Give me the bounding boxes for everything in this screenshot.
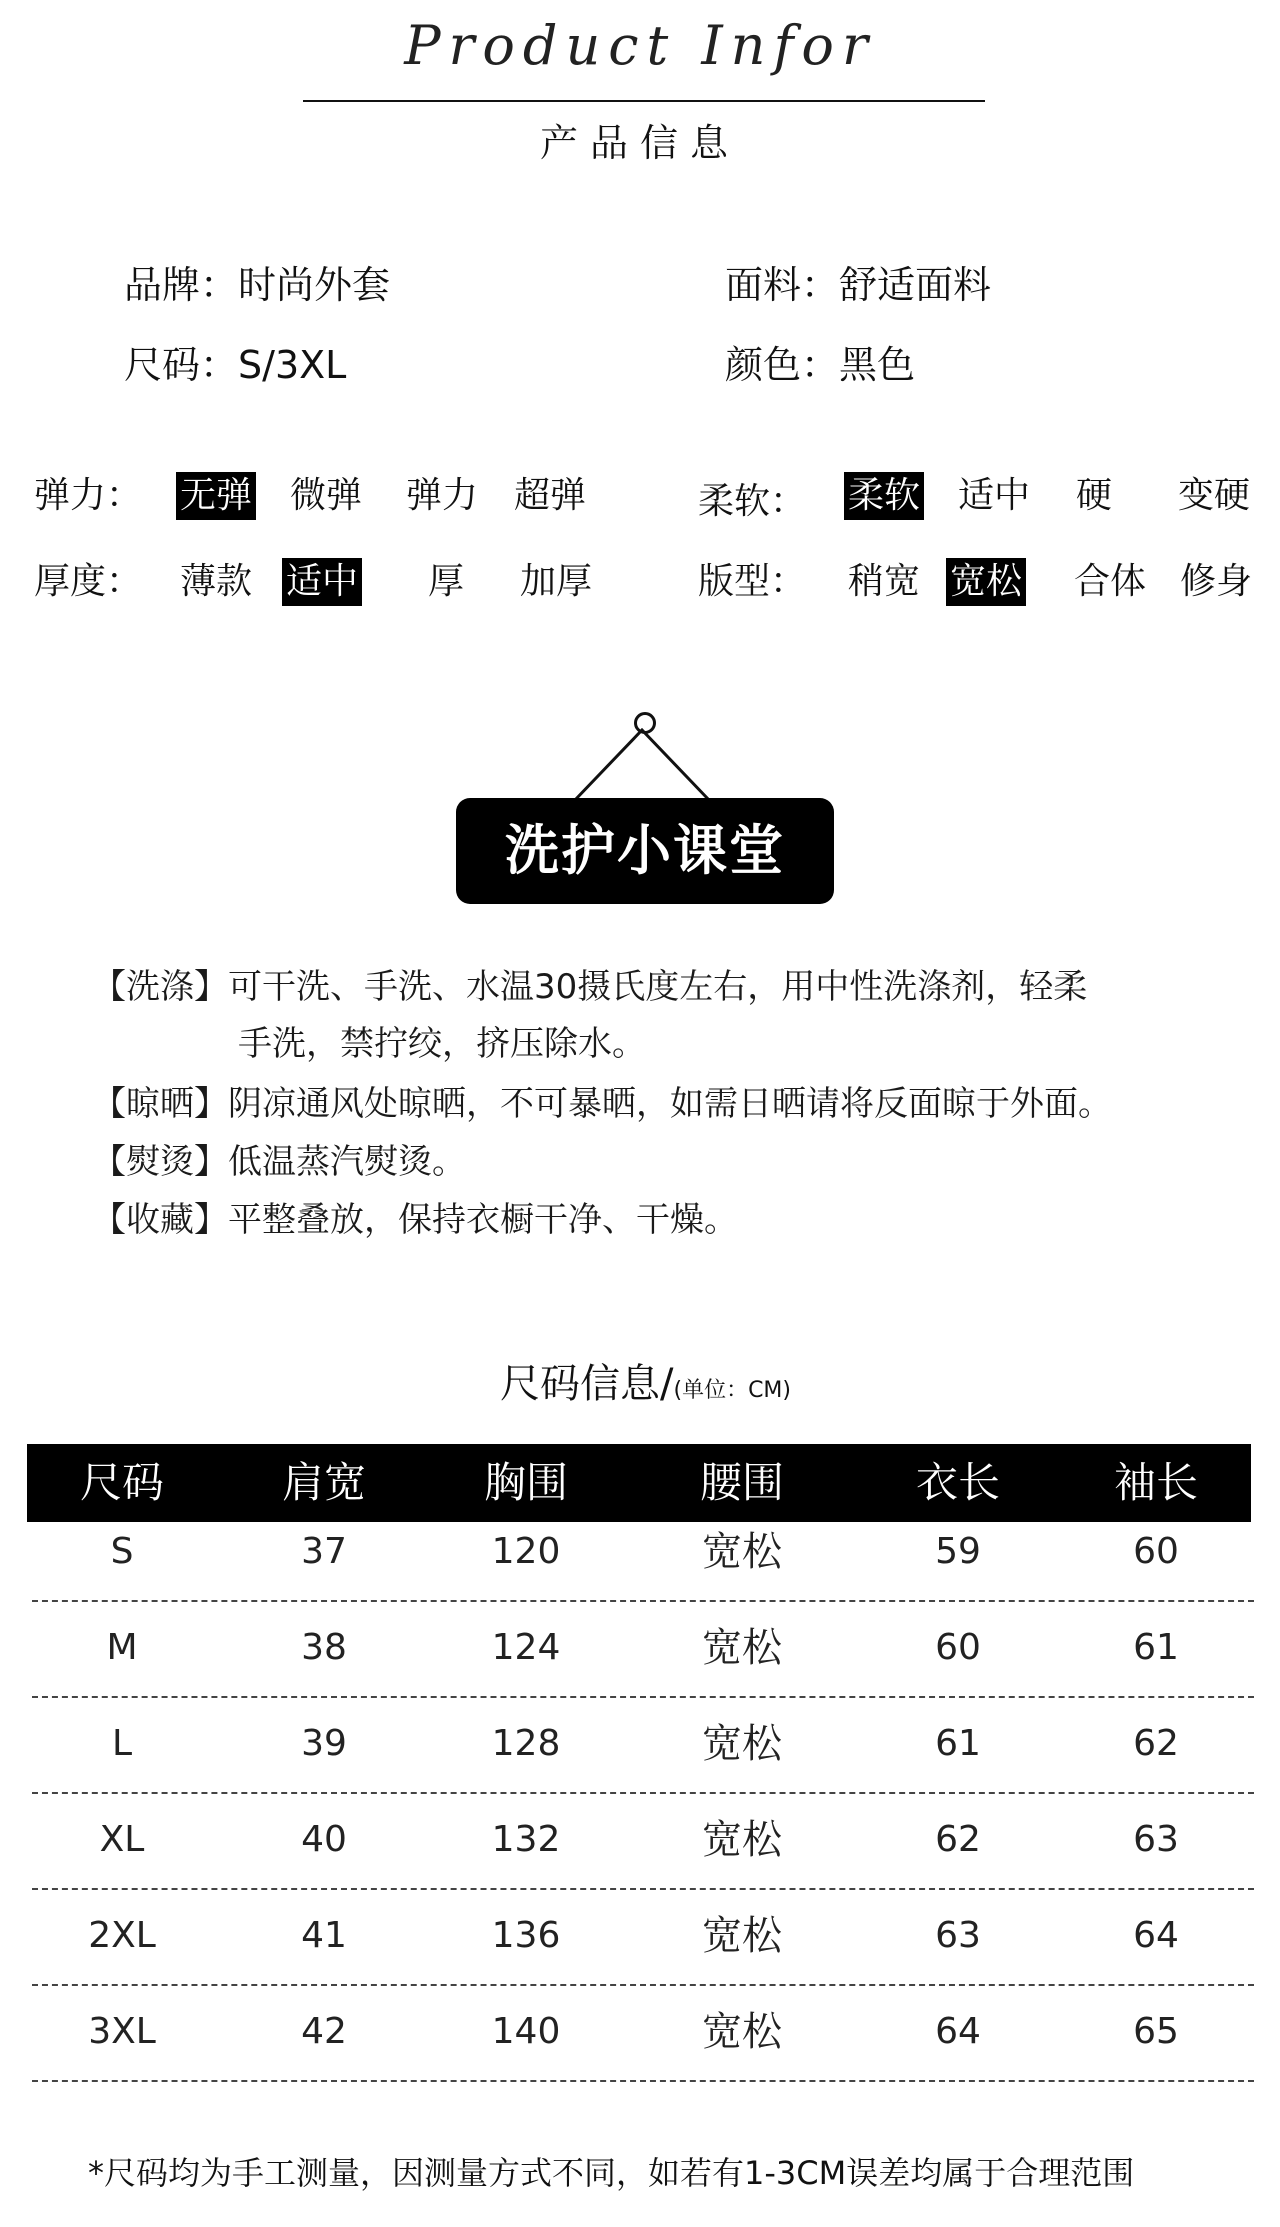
cell-chest: 132 [491,1819,561,1860]
thickness-label: 厚度： [34,561,143,602]
fit-option: 宽松 [946,558,1026,606]
cell-waist: 宽松 [702,2009,782,2055]
cell-size: XL [99,1819,145,1860]
header-sleeve: 袖长 [1113,1458,1198,1507]
brand-value: 时尚外套 [238,263,391,307]
fabric-info [725,254,991,309]
row-divider [32,1792,1254,1794]
cell-length: 61 [935,1723,981,1764]
cell-size: S [110,1531,134,1572]
fit-label: 版型： [698,561,807,602]
cell-size: L [111,1723,133,1764]
script-title: Product Infor [404,14,876,77]
brand-label: 品牌： [124,263,239,307]
softness-option: 硬 [1076,475,1113,516]
size-value: S/3XL [238,343,347,387]
cell-size: 2XL [88,1915,156,1956]
color-label: 颜色： [725,343,840,387]
size-chart-title-text: 尺码信息/ [500,1361,674,1407]
care-title-banner: 洗护小课堂 [456,798,834,904]
header-shoulder: 肩宽 [281,1458,366,1507]
cell-sleeve: 65 [1133,2011,1179,2052]
cell-waist: 宽松 [702,1913,782,1959]
cell-shoulder: 38 [301,1627,347,1668]
hanger-string-icon [570,728,714,802]
elasticity-option: 弹力 [406,475,479,516]
row-divider [32,1696,1254,1698]
cell-waist: 宽松 [702,1625,782,1671]
cell-chest: 120 [491,1531,561,1572]
cell-chest: 136 [491,1915,561,1956]
thickness-option: 加厚 [520,561,593,602]
thickness-option: 厚 [428,561,465,602]
elasticity-label: 弹力： [34,475,143,516]
softness-option: 变硬 [1178,475,1251,516]
row-divider [32,1888,1254,1890]
cell-waist: 宽松 [702,1529,782,1575]
elasticity-option: 超弹 [514,475,587,516]
cell-shoulder: 40 [301,1819,347,1860]
fit-option: 合体 [1074,561,1147,602]
elasticity-option: 无弹 [176,472,256,520]
care-line-iron: 【熨烫】低温蒸汽熨烫。 [92,1142,466,1182]
header-length: 衣长 [915,1458,1000,1507]
softness-option: 适中 [958,475,1031,516]
cell-chest: 140 [491,2011,561,2052]
care-line-dry: 【晾晒】阴凉通风处晾晒，不可暴晒，如需日晒请将反面晾于外面。 [92,1084,1112,1124]
row-divider [32,2080,1254,2082]
cell-waist: 宽松 [702,1817,782,1863]
cell-length: 62 [935,1819,981,1860]
cell-sleeve: 61 [1133,1627,1179,1668]
color-value: 黑色 [839,343,916,387]
row-divider [32,1600,1254,1602]
size-chart-title [500,1352,791,1409]
color-info [725,334,915,389]
care-line-storage: 【收藏】平整叠放，保持衣橱干净、干燥。 [92,1200,738,1240]
cell-length: 59 [935,1531,981,1572]
softness-option: 柔软 [844,472,924,520]
care-line-wash-cont: 手洗，禁拧绞，挤压除水。 [238,1024,646,1064]
cell-chest: 124 [491,1627,561,1668]
row-divider [32,1984,1254,1986]
cell-chest: 128 [491,1723,561,1764]
cell-waist: 宽松 [702,1721,782,1767]
cell-size: M [106,1627,138,1668]
fit-option: 稍宽 [848,561,921,602]
care-line-wash: 【洗涤】可干洗、手洗、水温30摄氏度左右，用中性洗涤剂，轻柔 [92,967,1088,1007]
cell-sleeve: 60 [1133,1531,1179,1572]
cell-sleeve: 64 [1133,1915,1179,1956]
header-waist: 腰围 [699,1458,784,1507]
cell-size: 3XL [88,2011,156,2052]
header-divider [303,100,985,102]
size-info [124,334,346,389]
fabric-label: 面料： [725,263,840,307]
fit-option: 修身 [1180,561,1253,602]
size-footnote: *尺码均为手工测量，因测量方式不同，如若有1-3CM误差均属于合理范围 [88,2154,1135,2192]
brand-info [124,254,390,309]
cell-length: 63 [935,1915,981,1956]
cell-shoulder: 37 [301,1531,347,1572]
cell-shoulder: 41 [301,1915,347,1956]
size-label: 尺码： [124,343,239,387]
cell-shoulder: 39 [301,1723,347,1764]
fabric-value: 舒适面料 [839,263,992,307]
thickness-option: 薄款 [180,561,253,602]
softness-label: 柔软： [698,481,807,522]
thickness-option: 适中 [282,558,362,606]
page-title: 产品信息 [539,121,740,165]
header-size: 尺码 [79,1458,164,1507]
cell-length: 60 [935,1627,981,1668]
size-chart-unit: (单位：CM) [673,1378,791,1403]
cell-sleeve: 62 [1133,1723,1179,1764]
elasticity-option: 微弹 [290,475,363,516]
header-chest: 胸围 [483,1458,568,1507]
cell-sleeve: 63 [1133,1819,1179,1860]
cell-shoulder: 42 [301,2011,347,2052]
cell-length: 64 [935,2011,981,2052]
